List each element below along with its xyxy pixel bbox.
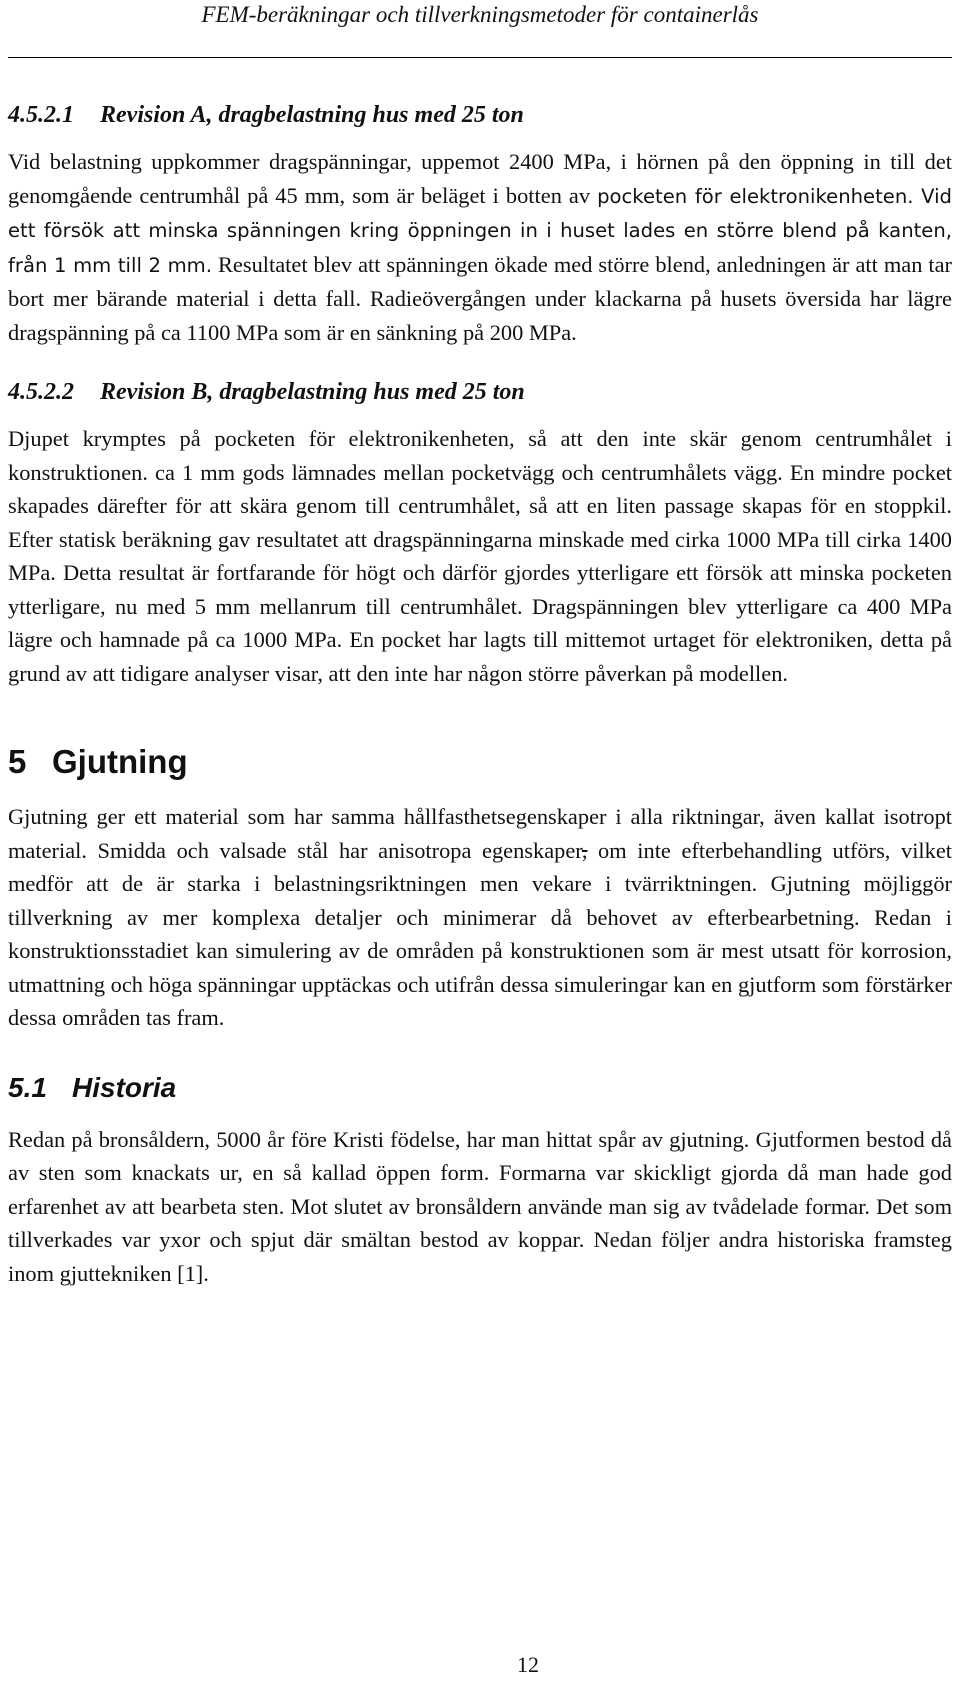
running-header: FEM-beräkningar och tillverkningsmetoder för containerlås xyxy=(8,0,952,58)
chapter-heading-5 xyxy=(8,740,952,784)
subsection-number: 4.5.2.1 xyxy=(8,102,74,128)
section-heading-5-1 xyxy=(8,1069,952,1107)
subsection-title: Revision B, dragbelastning hus med 25 ton xyxy=(100,379,525,405)
paragraph-revision-a xyxy=(8,145,952,349)
subsection-heading-4-5-2-2 xyxy=(8,376,952,408)
chapter-number: 5 xyxy=(8,743,27,780)
paragraph-gjutning xyxy=(8,800,952,1035)
subsection-heading-4-5-2-1 xyxy=(8,99,952,131)
subsection-title: Revision A, dragbelastning hus med 25 ton xyxy=(100,102,524,128)
paragraph-text: Gjutning ger ett material som har samma hållfasthetsegenskaper i alla riktningar, även kallat isotropt material. Smidda och valsade stål har anisotropa egenskaper xyxy=(8,804,952,863)
paragraph-text: Resultatet blev att spänningen ökade med större blend, anledningen är att man tar bort mer bärande material i detta fall. Radieövergången under klackarna på husets översida har lägre dragspänning på ca 1100 MPa som är en sänkning på 200 MPa. xyxy=(8,251,953,345)
section-title: Historia xyxy=(72,1071,177,1103)
page-number: 12 xyxy=(517,1652,539,1677)
paragraph-text-sans: pocketen för elektronikenheten. Vid ett försök att minska spänningen kring öppningen in i huset lades en större blend på kanten, från 1 mm till 2 mm. xyxy=(8,184,952,277)
paragraph-historia: Redan på bronsåldern, 5000 år före Kristi födelse, har man hittat spår av gjutning. Gjutformen bestod då av sten som knackats ur, en så kallad öppen form. Formarna var skickligt gjorda då man hade god erfarenhet av att bearbeta sten. Mot slutet av bronsåldern använde man sig av tvådelade formar. Det som tillverkades var yxor och spjut där smältan bestod av koppar. Nedan följer andra historiska framsteg inom gjuttekniken [1]. xyxy=(8,1126,952,1286)
paragraph-text: om inte efterbehandling utförs, vilket medför att de är starka i belastningsriktningen men vekare i tvärriktningen. Gjutning möjliggör tillverkning av mer komplexa detaljer och minimerar då behovet av efterbearbetning. Redan i konstruktionsstadiet kan simulering av de områden på konstruktionen som är mest utsatt för korrosion, utmattning och höga spänningar upptäckas och utifrån dessa simuleringar kan en gjutform som förstärker dessa områden tas fram. xyxy=(8,837,952,1030)
chapter-title: Gjutning xyxy=(52,743,188,780)
subsection-number: 4.5.2.2 xyxy=(8,379,74,405)
page-content xyxy=(8,99,952,1290)
paragraph-revision-b: Djupet krymptes på pocketen för elektronikenheten, så att den inte skär genom centrumhålet i konstruktionen. ca 1 mm gods lämnades mellan pocketvägg och centrumhålets vägg. En mindre pocket skapades därefter för att skära genom till centrumhålet, så att en liten passage skapas för en stoppkil. Efter statisk beräkning gav resultatet att dragspänningarna minskade med cirka 1000 MPa till cirka 1400 MPa. Detta resultat är fortfarande för högt och därför gjordes ytterligare ett försök att minska pocketen ytterligare, nu med 5 mm mellanrum till centrumhålet. Dragspänningen blev ytterligare ca 400 MPa lägre och hamnade på ca 1000 MPa. En pocket har lagts till mittemot urtaget för elektroniken, detta på grund av att tidigare analyser visar, att den inte har någon större påverkan på modellen. xyxy=(8,426,952,686)
struck-comma: , xyxy=(581,837,588,863)
paragraph-text: Vid belastning uppkommer dragspänningar, uppemot 2400 MPa, i hörnen på den öppning in till det genomgående centrumhål på 45 mm, som är beläget i botten av xyxy=(8,149,952,208)
section-number: 5.1 xyxy=(8,1071,47,1103)
